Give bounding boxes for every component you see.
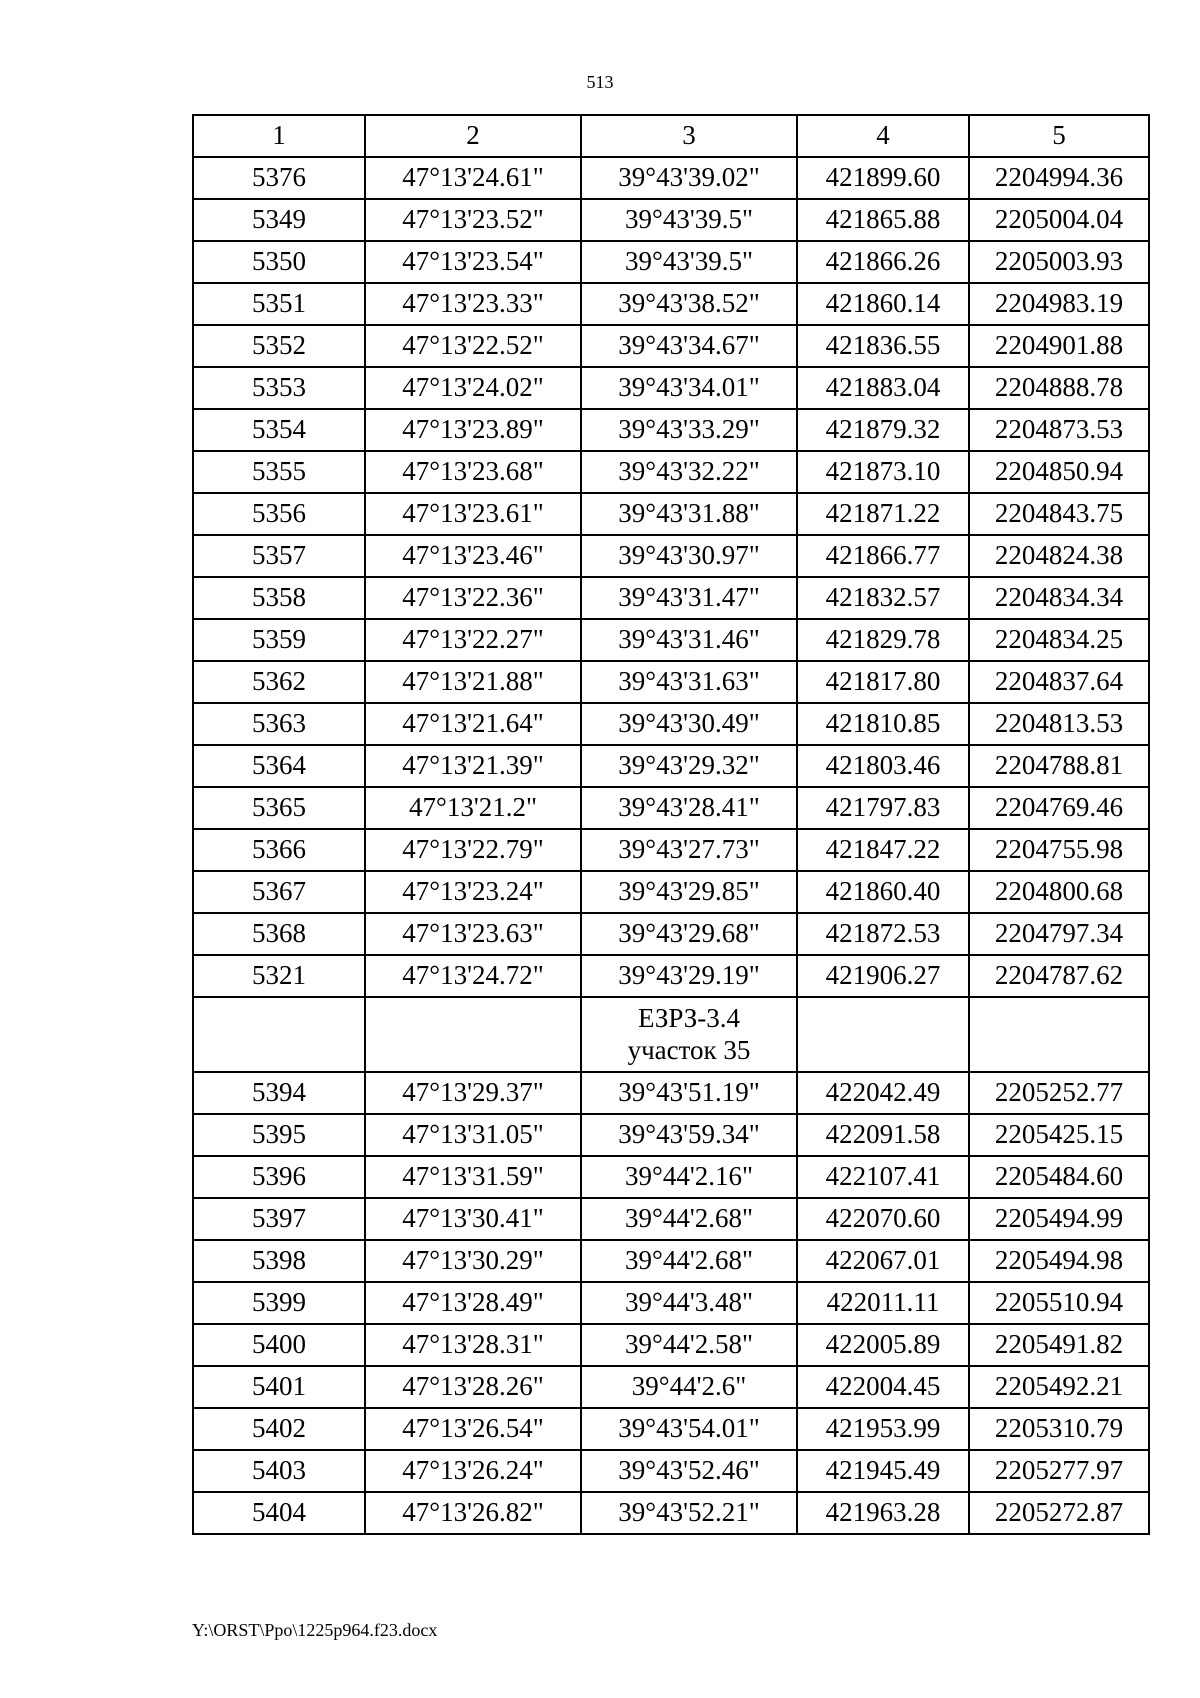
- table-cell: 2204797.34: [969, 913, 1149, 955]
- table-cell: 47°13'26.82": [365, 1492, 581, 1534]
- table-row: [193, 1450, 1149, 1492]
- table-cell: 5394: [193, 1072, 365, 1114]
- column-header: 3: [581, 115, 797, 157]
- table-row: [193, 1366, 1149, 1408]
- table-cell: [193, 997, 365, 1072]
- table-cell: 39°43'39.5": [581, 199, 797, 241]
- table-cell: 39°44'2.58": [581, 1324, 797, 1366]
- column-header: 5: [969, 115, 1149, 157]
- table-cell: 421866.77: [797, 535, 969, 577]
- table-cell: 421860.14: [797, 283, 969, 325]
- table-row: [193, 367, 1149, 409]
- table-row: [193, 1408, 1149, 1450]
- table-cell: 2204755.98: [969, 829, 1149, 871]
- table-cell: 5349: [193, 199, 365, 241]
- table-cell: 5398: [193, 1240, 365, 1282]
- table-cell: 2204843.75: [969, 493, 1149, 535]
- table-row: [193, 913, 1149, 955]
- table-cell: 421866.26: [797, 241, 969, 283]
- table-row: [193, 157, 1149, 199]
- table-cell: 422011.11: [797, 1282, 969, 1324]
- table-cell: 5400: [193, 1324, 365, 1366]
- column-header: 2: [365, 115, 581, 157]
- table-cell: 421860.40: [797, 871, 969, 913]
- table-cell: 5396: [193, 1156, 365, 1198]
- table-cell: 39°43'51.19": [581, 1072, 797, 1114]
- table-cell: 2205003.93: [969, 241, 1149, 283]
- table-row: [193, 661, 1149, 703]
- table-cell: 47°13'23.52": [365, 199, 581, 241]
- table-row: [193, 703, 1149, 745]
- table-cell: 39°43'31.63": [581, 661, 797, 703]
- section-row: [193, 997, 1149, 1072]
- table-row: [193, 577, 1149, 619]
- table-cell: 47°13'28.31": [365, 1324, 581, 1366]
- table-cell: 5376: [193, 157, 365, 199]
- table-cell: [969, 997, 1149, 1072]
- section-label-cell: [581, 997, 797, 1072]
- table-cell: 2204901.88: [969, 325, 1149, 367]
- footer-file-path: Y:\ORST\Ppo\1225p964.f23.docx: [192, 1620, 438, 1640]
- table-cell: 2204787.62: [969, 955, 1149, 997]
- table-cell: 2204850.94: [969, 451, 1149, 493]
- table-cell: 421906.27: [797, 955, 969, 997]
- table-cell: 5364: [193, 745, 365, 787]
- table-cell: 5358: [193, 577, 365, 619]
- table-cell: 39°44'2.68": [581, 1240, 797, 1282]
- table-cell: 5367: [193, 871, 365, 913]
- table-cell: 2205484.60: [969, 1156, 1149, 1198]
- table-cell: 39°43'31.47": [581, 577, 797, 619]
- table-cell: 39°43'29.32": [581, 745, 797, 787]
- table-cell: 5357: [193, 535, 365, 577]
- table-cell: 422042.49: [797, 1072, 969, 1114]
- table-row: [193, 1156, 1149, 1198]
- table-cell: 39°43'31.46": [581, 619, 797, 661]
- table-cell: 47°13'23.46": [365, 535, 581, 577]
- table-cell: 2204824.38: [969, 535, 1149, 577]
- table-cell: 47°13'31.59": [365, 1156, 581, 1198]
- table-row: [193, 1282, 1149, 1324]
- table-cell: 39°43'52.21": [581, 1492, 797, 1534]
- table-row: [193, 451, 1149, 493]
- section-label-zone: ЕЗРЗ-3.4: [638, 1003, 740, 1034]
- table-cell: 47°13'23.89": [365, 409, 581, 451]
- table-cell: 2205272.87: [969, 1492, 1149, 1534]
- table-cell: 47°13'22.36": [365, 577, 581, 619]
- table-cell: 422070.60: [797, 1198, 969, 1240]
- table-cell: 5402: [193, 1408, 365, 1450]
- table-cell: 47°13'23.24": [365, 871, 581, 913]
- table-cell: 2205510.94: [969, 1282, 1149, 1324]
- table-row: [193, 619, 1149, 661]
- table-cell: 5321: [193, 955, 365, 997]
- column-header: 4: [797, 115, 969, 157]
- column-header: 1: [193, 115, 365, 157]
- table-cell: [797, 997, 969, 1072]
- table-cell: 47°13'28.26": [365, 1366, 581, 1408]
- table-cell: 2204994.36: [969, 157, 1149, 199]
- table-cell: 421810.85: [797, 703, 969, 745]
- table-row: [193, 829, 1149, 871]
- table-cell: 39°43'34.01": [581, 367, 797, 409]
- table-cell: 422004.45: [797, 1366, 969, 1408]
- table-cell: 47°13'22.27": [365, 619, 581, 661]
- table-cell: 2204983.19: [969, 283, 1149, 325]
- table-cell: 39°43'38.52": [581, 283, 797, 325]
- table-cell: 39°44'2.16": [581, 1156, 797, 1198]
- table-cell: 39°43'31.88": [581, 493, 797, 535]
- table-cell: 5363: [193, 703, 365, 745]
- table-row: [193, 283, 1149, 325]
- table-cell: 2205492.21: [969, 1366, 1149, 1408]
- table-row: [193, 1198, 1149, 1240]
- table-cell: 39°43'39.5": [581, 241, 797, 283]
- table-cell: 2205425.15: [969, 1114, 1149, 1156]
- table-cell: 47°13'30.29": [365, 1240, 581, 1282]
- table-cell: 422107.41: [797, 1156, 969, 1198]
- table-cell: 2204888.78: [969, 367, 1149, 409]
- table-cell: 39°43'28.41": [581, 787, 797, 829]
- table-cell: 2204834.25: [969, 619, 1149, 661]
- table-cell: 47°13'29.37": [365, 1072, 581, 1114]
- table-cell: 421873.10: [797, 451, 969, 493]
- table-cell: 5352: [193, 325, 365, 367]
- table-cell: 421836.55: [797, 325, 969, 367]
- table-cell: 2205494.98: [969, 1240, 1149, 1282]
- table-cell: [365, 997, 581, 1072]
- table-cell: 47°13'28.49": [365, 1282, 581, 1324]
- table-cell: 47°13'24.72": [365, 955, 581, 997]
- table-cell: 5353: [193, 367, 365, 409]
- table-header-row: [193, 115, 1149, 157]
- table-cell: 421871.22: [797, 493, 969, 535]
- table-cell: 5403: [193, 1450, 365, 1492]
- table-cell: 2204873.53: [969, 409, 1149, 451]
- table-cell: 5395: [193, 1114, 365, 1156]
- table-row: [193, 745, 1149, 787]
- table-cell: 421945.49: [797, 1450, 969, 1492]
- table-cell: 5356: [193, 493, 365, 535]
- table-cell: 47°13'21.39": [365, 745, 581, 787]
- table-cell: 5366: [193, 829, 365, 871]
- table-row: [193, 325, 1149, 367]
- table-cell: 47°13'24.61": [365, 157, 581, 199]
- table-cell: 39°43'30.97": [581, 535, 797, 577]
- table-row: [193, 1240, 1149, 1282]
- table-row: [193, 1492, 1149, 1534]
- table-cell: 421803.46: [797, 745, 969, 787]
- table-cell: 47°13'23.54": [365, 241, 581, 283]
- table-cell: 39°43'29.19": [581, 955, 797, 997]
- table-row: [193, 199, 1149, 241]
- table-cell: 2205004.04: [969, 199, 1149, 241]
- section-label-plot: участок 35: [627, 1034, 751, 1065]
- table-row: [193, 241, 1149, 283]
- table-cell: 421879.32: [797, 409, 969, 451]
- table-cell: 421817.80: [797, 661, 969, 703]
- table-cell: 421865.88: [797, 199, 969, 241]
- table-cell: 39°43'52.46": [581, 1450, 797, 1492]
- table-cell: 39°43'54.01": [581, 1408, 797, 1450]
- table-row: [193, 1114, 1149, 1156]
- table-cell: 39°44'3.48": [581, 1282, 797, 1324]
- table-cell: 5399: [193, 1282, 365, 1324]
- table-cell: 2205491.82: [969, 1324, 1149, 1366]
- table-cell: 39°43'30.49": [581, 703, 797, 745]
- table-cell: 421883.04: [797, 367, 969, 409]
- table-cell: 47°13'21.2": [365, 787, 581, 829]
- table-cell: 5368: [193, 913, 365, 955]
- table-row: [193, 409, 1149, 451]
- table-cell: 421963.28: [797, 1492, 969, 1534]
- table-cell: 422067.01: [797, 1240, 969, 1282]
- table-cell: 47°13'26.54": [365, 1408, 581, 1450]
- table-cell: 2204788.81: [969, 745, 1149, 787]
- table-cell: 47°13'23.61": [365, 493, 581, 535]
- table-cell: 5355: [193, 451, 365, 493]
- table-cell: 47°13'22.52": [365, 325, 581, 367]
- table-cell: 5351: [193, 283, 365, 325]
- table-cell: 421797.83: [797, 787, 969, 829]
- table-cell: 5365: [193, 787, 365, 829]
- table-row: [193, 1324, 1149, 1366]
- table-cell: 5362: [193, 661, 365, 703]
- table-cell: 422091.58: [797, 1114, 969, 1156]
- table-cell: 5401: [193, 1366, 365, 1408]
- table-cell: 5404: [193, 1492, 365, 1534]
- table-body: [193, 157, 1149, 1534]
- table-cell: 421953.99: [797, 1408, 969, 1450]
- table-cell: 39°43'59.34": [581, 1114, 797, 1156]
- table-cell: 2205252.77: [969, 1072, 1149, 1114]
- table-cell: 47°13'24.02": [365, 367, 581, 409]
- table-cell: 421872.53: [797, 913, 969, 955]
- table-cell: 5354: [193, 409, 365, 451]
- table-cell: 2204834.34: [969, 577, 1149, 619]
- table-cell: 39°43'27.73": [581, 829, 797, 871]
- table-cell: 2204837.64: [969, 661, 1149, 703]
- table-cell: 5359: [193, 619, 365, 661]
- table-cell: 2204813.53: [969, 703, 1149, 745]
- table-cell: 5350: [193, 241, 365, 283]
- table-cell: 47°13'23.63": [365, 913, 581, 955]
- table-cell: 2205494.99: [969, 1198, 1149, 1240]
- coordinates-table: [192, 114, 1150, 1535]
- table-cell: 47°13'30.41": [365, 1198, 581, 1240]
- table-cell: 39°43'33.29": [581, 409, 797, 451]
- table-cell: 421829.78: [797, 619, 969, 661]
- table-cell: 421899.60: [797, 157, 969, 199]
- table-cell: 39°44'2.68": [581, 1198, 797, 1240]
- table-cell: 5397: [193, 1198, 365, 1240]
- table-cell: 39°43'29.68": [581, 913, 797, 955]
- table-row: [193, 535, 1149, 577]
- table-cell: 47°13'23.33": [365, 283, 581, 325]
- table-cell: 47°13'23.68": [365, 451, 581, 493]
- table-cell: 39°43'29.85": [581, 871, 797, 913]
- table-cell: 2204800.68: [969, 871, 1149, 913]
- table-row: [193, 871, 1149, 913]
- table-cell: 2205310.79: [969, 1408, 1149, 1450]
- table-cell: 2205277.97: [969, 1450, 1149, 1492]
- table-row: [193, 787, 1149, 829]
- table-cell: 47°13'22.79": [365, 829, 581, 871]
- page-number: 513: [586, 72, 614, 92]
- table-cell: 47°13'26.24": [365, 1450, 581, 1492]
- table-cell: 39°43'34.67": [581, 325, 797, 367]
- table-cell: 47°13'21.64": [365, 703, 581, 745]
- table-row: [193, 493, 1149, 535]
- table-cell: 421832.57: [797, 577, 969, 619]
- table-cell: 47°13'31.05": [365, 1114, 581, 1156]
- table-cell: 39°44'2.6": [581, 1366, 797, 1408]
- table-row: [193, 1072, 1149, 1114]
- table-cell: 39°43'39.02": [581, 157, 797, 199]
- table-row: [193, 955, 1149, 997]
- table-cell: 47°13'21.88": [365, 661, 581, 703]
- table-cell: 2204769.46: [969, 787, 1149, 829]
- table-cell: 39°43'32.22": [581, 451, 797, 493]
- table-cell: 422005.89: [797, 1324, 969, 1366]
- table-cell: 421847.22: [797, 829, 969, 871]
